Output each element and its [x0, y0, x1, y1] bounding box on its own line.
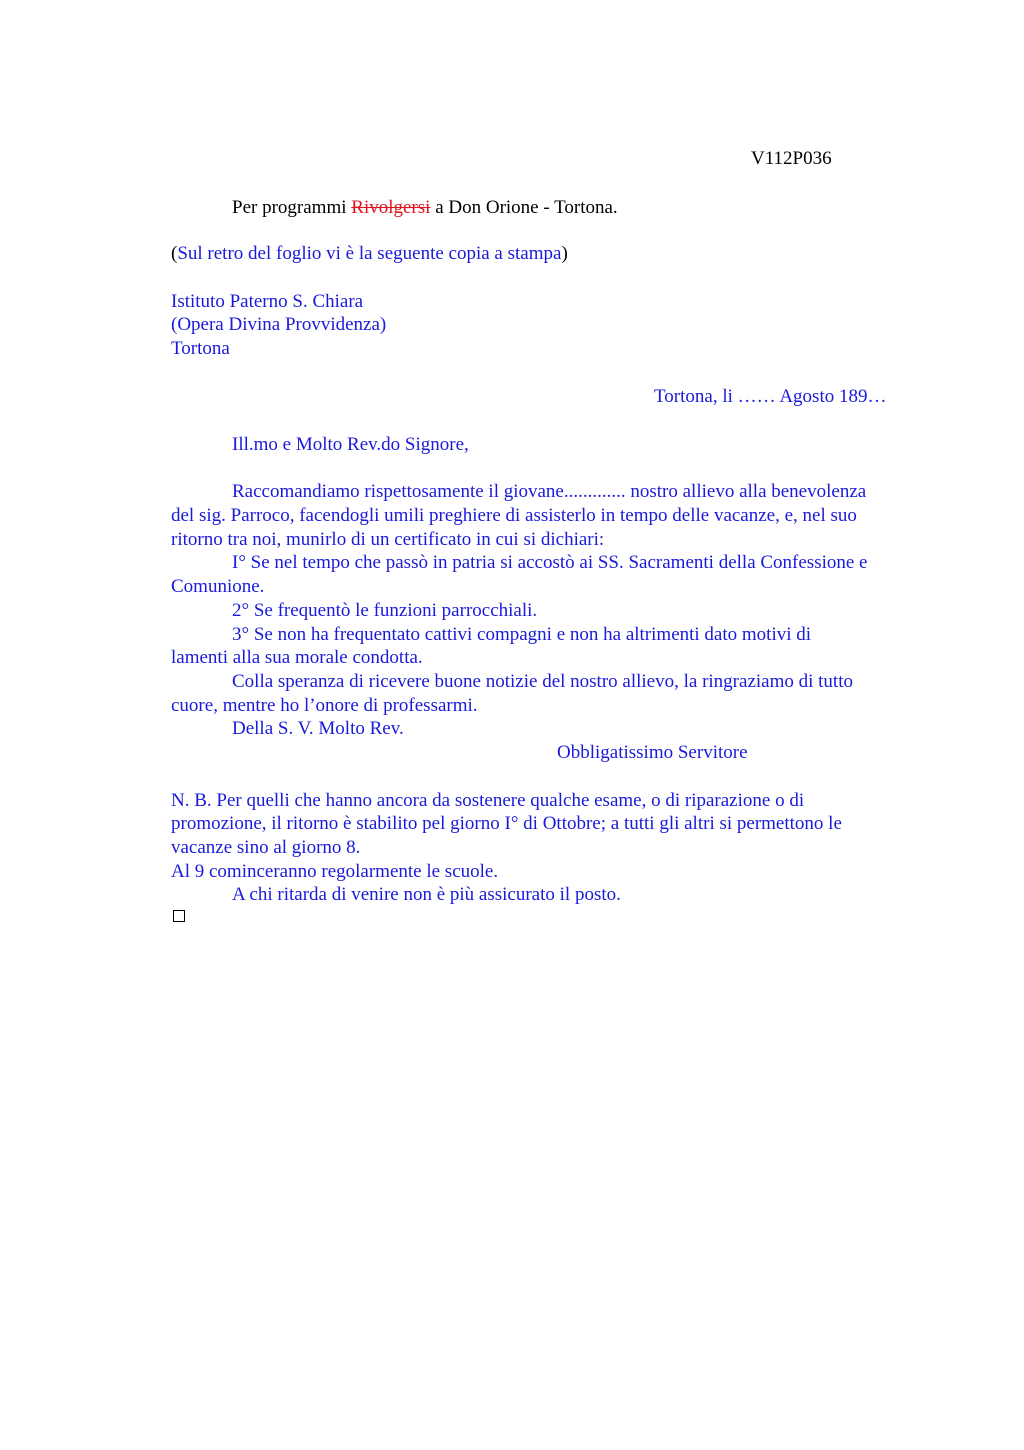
editor-note-open: (	[171, 243, 178, 264]
nb-line: Al 9 cominceranno regolarmente le scuole.	[171, 861, 499, 882]
body-line: Della S. V. Molto Rev.	[232, 718, 404, 739]
body-line: Colla speranza di ricevere buone notizie del nostro allievo, la ringraziamo di tutto	[232, 671, 853, 692]
nb-line: A chi ritarda di venire non è più assicurato il posto.	[232, 884, 621, 905]
letterhead-line: Istituto Paterno S. Chiara	[171, 291, 364, 312]
salutation: Ill.mo e Molto Rev.do Signore,	[232, 434, 469, 455]
document-code: V112P036	[751, 148, 832, 169]
body-line: lamenti alla sua morale condotta.	[171, 647, 423, 668]
editor-note	[171, 242, 568, 266]
body-line: Comunione.	[171, 576, 265, 597]
letterhead-line: (Opera Divina Provvidenza)	[171, 314, 387, 335]
nb-line: promozione, il ritorno è stabilito pel giorno I° di Ottobre; a tutti gli altri si permettono le	[171, 813, 842, 834]
editor-note-text: Sul retro del foglio vi è la seguente copia a stampa	[177, 243, 562, 264]
struck-word: Rivolgersi	[351, 197, 431, 218]
body-line: cuore, mentre ho l’onore di professarmi.	[171, 695, 478, 716]
body-line: ritorno tra noi, munirlo di un certificato in cui si dichiari:	[171, 529, 605, 550]
empty-square-icon	[173, 910, 185, 922]
note-prefix: Per programmi	[232, 197, 347, 218]
body-line: 3° Se non ha frequentato cattivi compagni e non ha altrimenti dato motivi di	[232, 624, 812, 645]
editor-note-close: )	[561, 243, 568, 264]
body-line: Raccomandiamo rispettosamente il giovane............. nostro allievo alla benevolenza	[232, 481, 867, 502]
note-line	[232, 196, 618, 220]
letterhead-line: Tortona	[171, 338, 230, 359]
closing-signature: Obbligatissimo Servitore	[557, 742, 748, 763]
note-suffix: a Don Orione - Tortona.	[435, 197, 618, 218]
body-line: I° Se nel tempo che passò in patria si accostò ai SS. Sacramenti della Confessione e	[232, 552, 868, 573]
nb-line: vacanze sino al giorno 8.	[171, 837, 361, 858]
body-line: 2° Se frequentò le funzioni parrocchiali.	[232, 600, 538, 621]
nb-line: N. B. Per quelli che hanno ancora da sostenere qualche esame, o di riparazione o di	[171, 790, 805, 811]
body-line: del sig. Parroco, facendogli umili preghiere di assisterlo in tempo delle vacanze, e, nel suo	[171, 505, 857, 526]
date-line: Tortona, li …… Agosto 189…	[654, 386, 887, 407]
